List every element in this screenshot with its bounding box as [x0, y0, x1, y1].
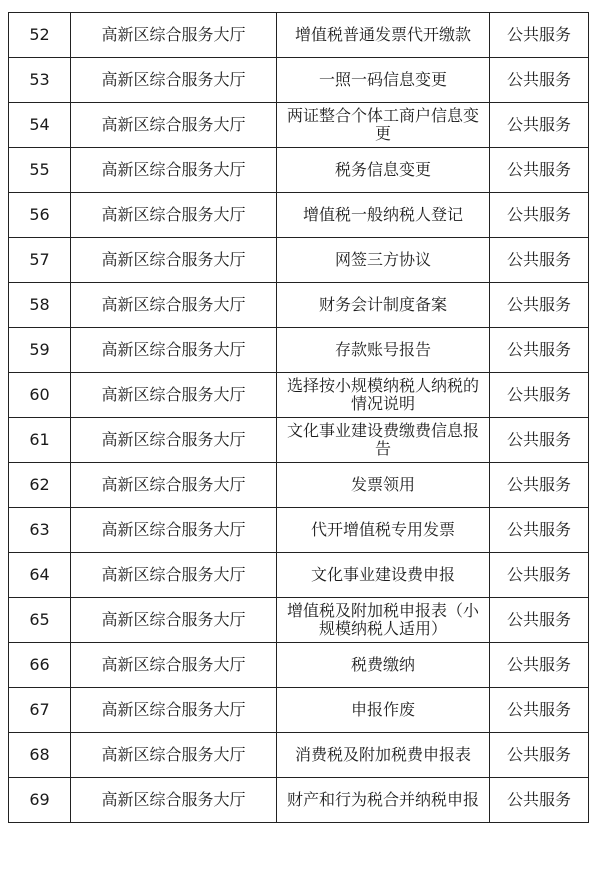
row-number: 67: [9, 688, 71, 733]
category-cell: 公共服务: [490, 58, 589, 103]
row-number: 66: [9, 643, 71, 688]
row-number: 65: [9, 598, 71, 643]
category-cell: 公共服务: [490, 103, 589, 148]
service-hall-cell: 高新区综合服务大厅: [71, 733, 277, 778]
row-number: 54: [9, 103, 71, 148]
service-item-cell: 税费缴纳: [277, 643, 490, 688]
service-item-cell: 消费税及附加税费申报表: [277, 733, 490, 778]
row-number: 59: [9, 328, 71, 373]
category-cell: 公共服务: [490, 463, 589, 508]
service-hall-cell: 高新区综合服务大厅: [71, 373, 277, 418]
row-number: 63: [9, 508, 71, 553]
category-cell: 公共服务: [490, 373, 589, 418]
service-hall-cell: 高新区综合服务大厅: [71, 148, 277, 193]
row-number: 68: [9, 733, 71, 778]
service-item-cell: 申报作废: [277, 688, 490, 733]
table-row: [9, 193, 589, 238]
category-cell: 公共服务: [490, 328, 589, 373]
row-number: 58: [9, 283, 71, 328]
service-item-cell: 增值税一般纳税人登记: [277, 193, 490, 238]
category-cell: 公共服务: [490, 598, 589, 643]
service-hall-cell: 高新区综合服务大厅: [71, 238, 277, 283]
category-cell: 公共服务: [490, 778, 589, 823]
table-row: [9, 103, 589, 148]
service-item-cell: 代开增值税专用发票: [277, 508, 490, 553]
service-items-table: [8, 12, 589, 823]
category-cell: 公共服务: [490, 283, 589, 328]
table-row: [9, 13, 589, 58]
service-hall-cell: 高新区综合服务大厅: [71, 643, 277, 688]
category-cell: 公共服务: [490, 148, 589, 193]
table-row: [9, 418, 589, 463]
service-hall-cell: 高新区综合服务大厅: [71, 508, 277, 553]
service-item-cell: 一照一码信息变更: [277, 58, 490, 103]
table-row: [9, 688, 589, 733]
service-item-cell: 财产和行为税合并纳税申报: [277, 778, 490, 823]
row-number: 57: [9, 238, 71, 283]
service-hall-cell: 高新区综合服务大厅: [71, 463, 277, 508]
row-number: 55: [9, 148, 71, 193]
service-item-cell: 文化事业建设费缴费信息报告: [277, 418, 490, 463]
row-number: 69: [9, 778, 71, 823]
service-hall-cell: 高新区综合服务大厅: [71, 688, 277, 733]
service-hall-cell: 高新区综合服务大厅: [71, 58, 277, 103]
table-row: [9, 733, 589, 778]
category-cell: 公共服务: [490, 193, 589, 238]
service-hall-cell: 高新区综合服务大厅: [71, 103, 277, 148]
row-number: 62: [9, 463, 71, 508]
service-hall-cell: 高新区综合服务大厅: [71, 328, 277, 373]
service-item-cell: 税务信息变更: [277, 148, 490, 193]
row-number: 56: [9, 193, 71, 238]
row-number: 61: [9, 418, 71, 463]
table-row: [9, 148, 589, 193]
service-item-cell: 增值税普通发票代开缴款: [277, 13, 490, 58]
category-cell: 公共服务: [490, 508, 589, 553]
table-row: [9, 238, 589, 283]
table-row: [9, 553, 589, 598]
service-item-cell: 发票领用: [277, 463, 490, 508]
table-row: [9, 328, 589, 373]
service-hall-cell: 高新区综合服务大厅: [71, 778, 277, 823]
category-cell: 公共服务: [490, 553, 589, 598]
table-row: [9, 598, 589, 643]
service-hall-cell: 高新区综合服务大厅: [71, 598, 277, 643]
category-cell: 公共服务: [490, 418, 589, 463]
row-number: 52: [9, 13, 71, 58]
table-row: [9, 508, 589, 553]
table-row: [9, 643, 589, 688]
category-cell: 公共服务: [490, 13, 589, 58]
category-cell: 公共服务: [490, 238, 589, 283]
table-row: [9, 283, 589, 328]
service-hall-cell: 高新区综合服务大厅: [71, 13, 277, 58]
service-item-cell: 存款账号报告: [277, 328, 490, 373]
table-row: [9, 58, 589, 103]
service-item-cell: 两证整合个体工商户信息变更: [277, 103, 490, 148]
table-row: [9, 373, 589, 418]
service-item-cell: 增值税及附加税申报表（小规模纳税人适用）: [277, 598, 490, 643]
row-number: 64: [9, 553, 71, 598]
category-cell: 公共服务: [490, 643, 589, 688]
service-item-cell: 文化事业建设费申报: [277, 553, 490, 598]
service-item-cell: 网签三方协议: [277, 238, 490, 283]
service-item-cell: 选择按小规模纳税人纳税的情况说明: [277, 373, 490, 418]
service-hall-cell: 高新区综合服务大厅: [71, 418, 277, 463]
row-number: 53: [9, 58, 71, 103]
service-item-cell: 财务会计制度备案: [277, 283, 490, 328]
table-row: [9, 463, 589, 508]
table-row: [9, 778, 589, 823]
service-hall-cell: 高新区综合服务大厅: [71, 193, 277, 238]
service-hall-cell: 高新区综合服务大厅: [71, 283, 277, 328]
category-cell: 公共服务: [490, 733, 589, 778]
row-number: 60: [9, 373, 71, 418]
service-hall-cell: 高新区综合服务大厅: [71, 553, 277, 598]
category-cell: 公共服务: [490, 688, 589, 733]
table-body: [9, 13, 589, 823]
